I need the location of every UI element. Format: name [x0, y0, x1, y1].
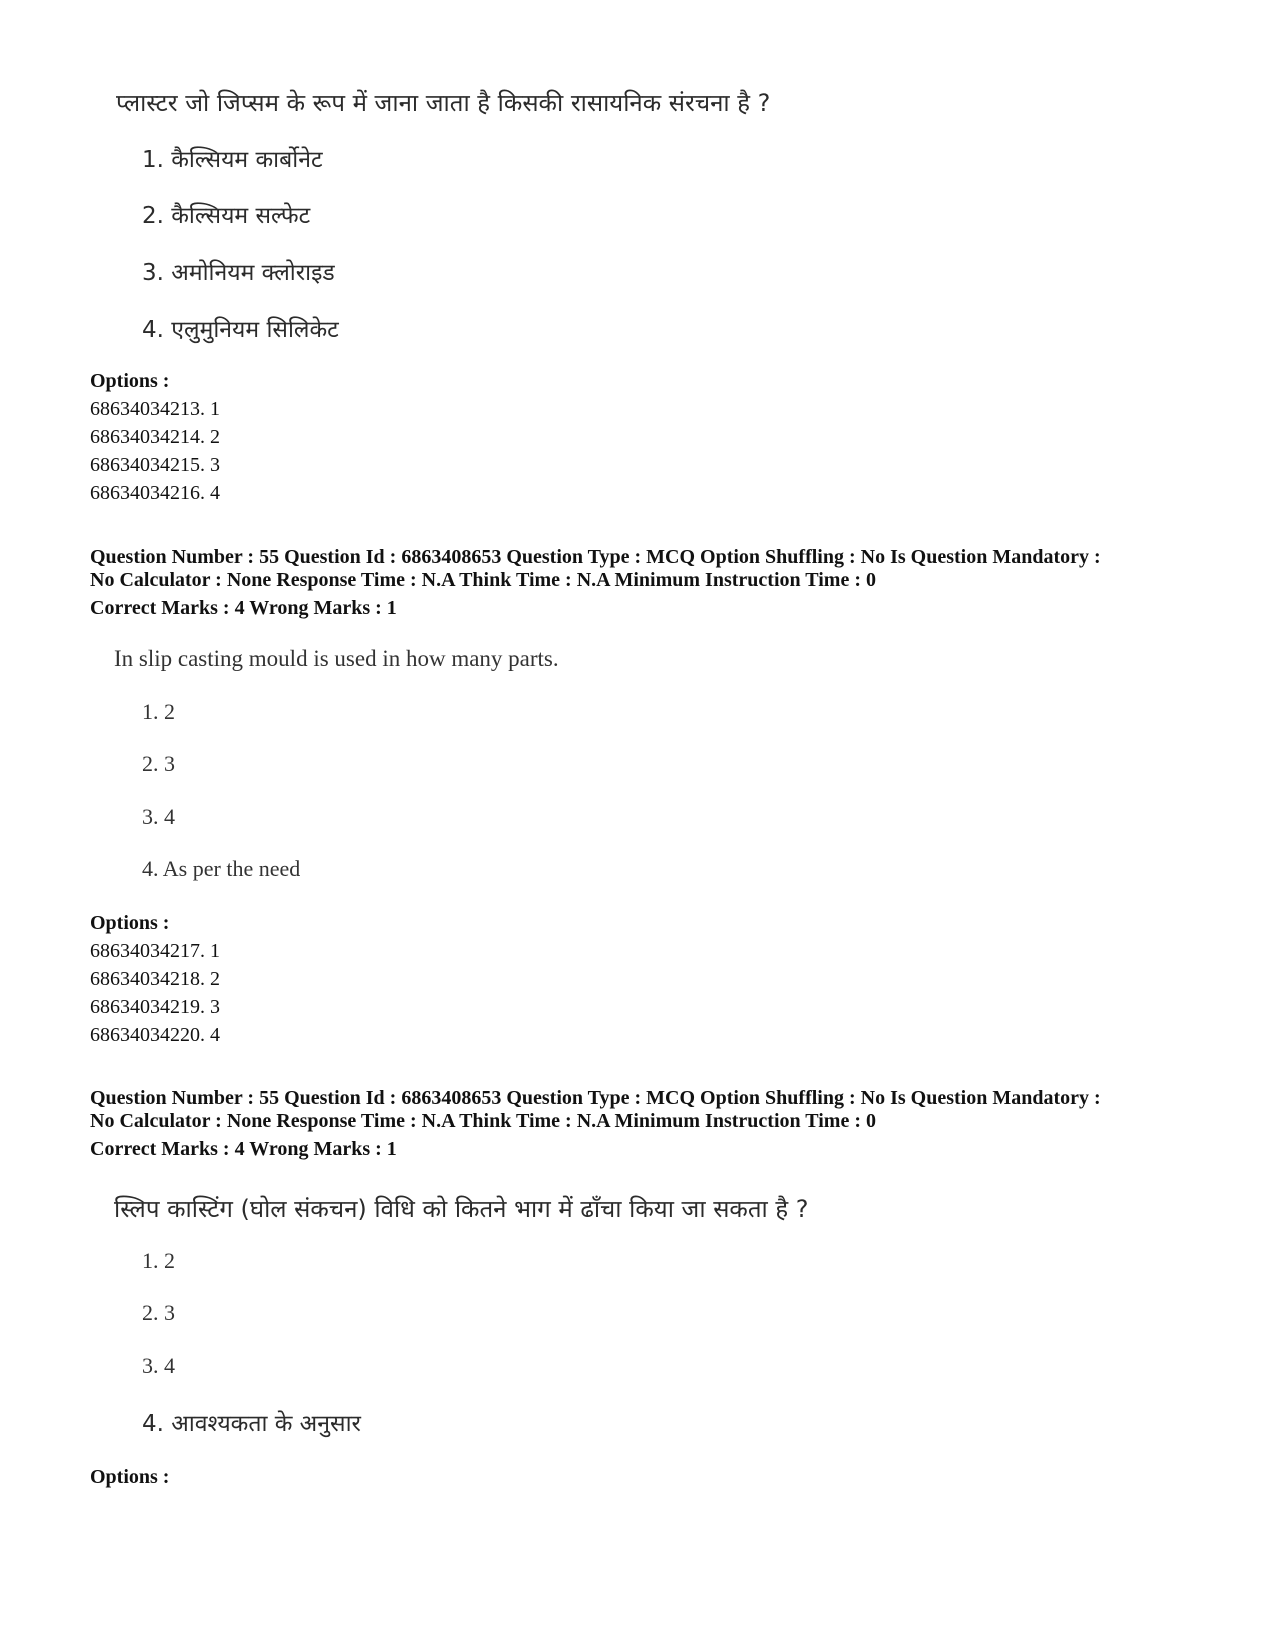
options-label: Options : [90, 1466, 170, 1488]
option-id-line: 68634034220. 4 [90, 1024, 220, 1046]
choice-1: 1. 2 [142, 1248, 175, 1273]
question-meta-line: No Calculator : None Response Time : N.A Think Time : N.A Minimum Instruction Time : 0 [90, 569, 876, 591]
choice-3: 3. अमोनियम क्लोराइड [142, 260, 335, 286]
marks-line: Correct Marks : 4 Wrong Marks : 1 [90, 1138, 397, 1160]
option-id-line: 68634034217. 1 [90, 940, 220, 962]
choice-2: 2. 3 [142, 751, 175, 776]
question-meta-line: No Calculator : None Response Time : N.A Think Time : N.A Minimum Instruction Time : 0 [90, 1110, 876, 1132]
option-id-line: 68634034215. 3 [90, 454, 220, 476]
choice-4: 4. एलुमुनियम सिलिकेट [142, 317, 339, 343]
marks-line: Correct Marks : 4 Wrong Marks : 1 [90, 597, 397, 619]
choice-1: 1. 2 [142, 699, 175, 724]
choice-4: 4. आवश्यकता के अनुसार [142, 1411, 361, 1437]
question-text-hindi-1: प्लास्टर जो जिप्सम के रूप में जाना जाता है किसकी रासायनिक संरचना है ? [116, 89, 771, 117]
question-text-hindi-2: स्लिप कास्टिंग (घोल संकचन) विधि को कितने भाग में ढाँचा किया जा सकता है ? [114, 1195, 809, 1223]
option-id-line: 68634034214. 2 [90, 426, 220, 448]
choice-3: 3. 4 [142, 1353, 175, 1378]
option-id-line: 68634034219. 3 [90, 996, 220, 1018]
option-id-line: 68634034218. 2 [90, 968, 220, 990]
choice-2: 2. 3 [142, 1300, 175, 1325]
question-text-english: In slip casting mould is used in how many parts. [114, 646, 559, 671]
option-id-line: 68634034213. 1 [90, 398, 220, 420]
question-meta-line: Question Number : 55 Question Id : 6863408653 Question Type : MCQ Option Shuffling : No Is Question Mandatory : [90, 1087, 1101, 1109]
choice-1: 1. कैल्सियम कार्बोनेट [142, 147, 323, 173]
choice-2: 2. कैल्सियम सल्फेट [142, 203, 311, 229]
choice-4: 4. As per the need [142, 856, 301, 881]
options-label: Options : [90, 370, 170, 392]
option-id-line: 68634034216. 4 [90, 482, 220, 504]
question-meta-line: Question Number : 55 Question Id : 6863408653 Question Type : MCQ Option Shuffling : No Is Question Mandatory : [90, 546, 1101, 568]
choice-3: 3. 4 [142, 804, 175, 829]
options-label: Options : [90, 912, 170, 934]
